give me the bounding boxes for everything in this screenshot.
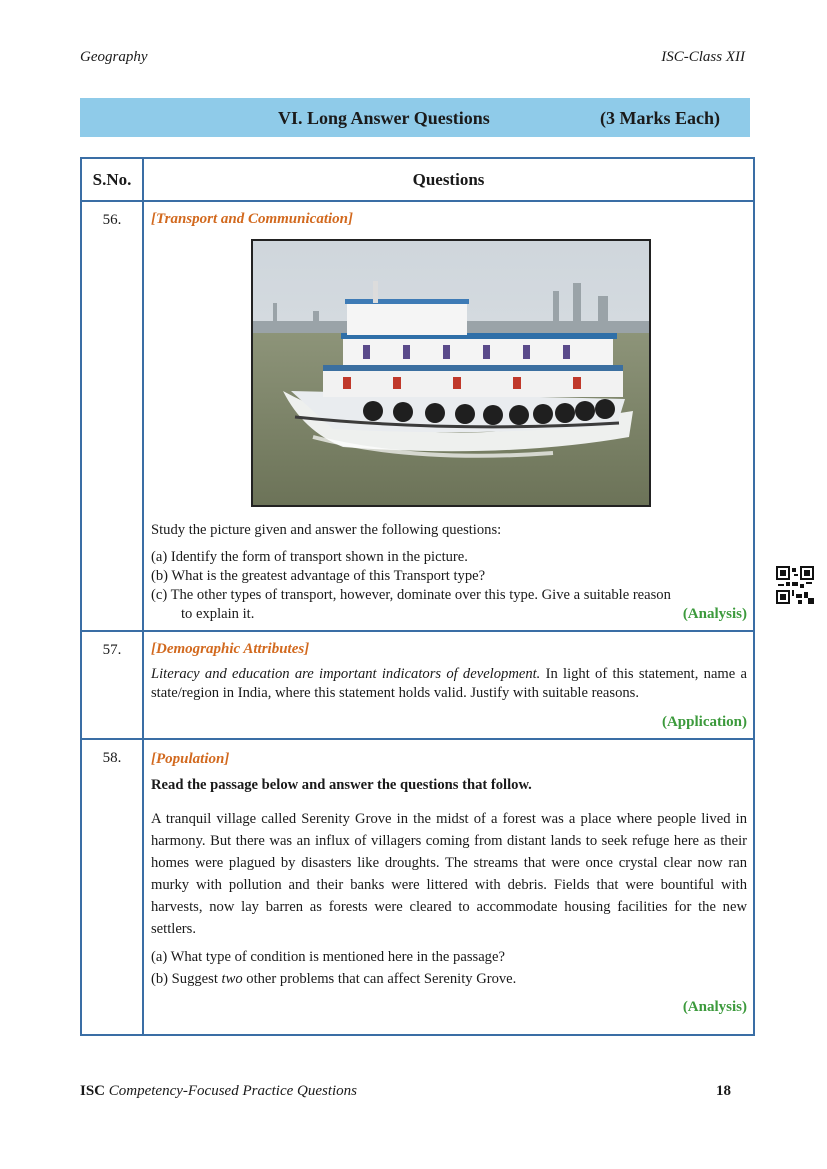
cognitive-level: (Analysis): [682, 999, 747, 1015]
q56-part-a: (a) Identify the form of transport shown in the picture.: [151, 549, 468, 565]
topic-tag: [Population]: [151, 751, 230, 767]
q58-part-a: (a) What type of condition is mentioned here in the passage?: [151, 949, 505, 965]
q58-part-b: (b) Suggest two other problems that can affect Serenity Grove.: [151, 971, 517, 987]
q57-text: In light of this statement, name a state/region in India, where this statement holds valid. Justify with suitable reasons.: [151, 666, 747, 701]
footer-brand: ISC: [80, 1083, 106, 1099]
header-class: ISC-Class XII: [661, 49, 745, 65]
ferry-boat-photo: [251, 239, 651, 507]
col-questions-header: Questions: [143, 158, 754, 201]
q56-part-c: (c) The other types of transport, however, dominate over this type. Give a suitable reason: [151, 587, 671, 603]
page-number: 18: [716, 1083, 731, 1099]
topic-tag: [Transport and Communication]: [151, 211, 353, 227]
q58-lead: Read the passage below and answer the questions that follow.: [151, 777, 532, 793]
question-number: 57.: [81, 631, 143, 739]
section-banner: [80, 98, 750, 137]
header-subject: Geography: [80, 49, 148, 65]
question-number: 58.: [81, 739, 143, 1035]
question-number: 56.: [81, 201, 143, 631]
q56-part-b: (b) What is the greatest advantage of this Transport type?: [151, 568, 486, 584]
section-title: VI. Long Answer Questions: [278, 108, 490, 128]
q56-part-c-cont: to explain it.: [181, 606, 255, 622]
question-row-58: [81, 739, 754, 1035]
question-row-56: [81, 201, 754, 631]
q56-intro: Study the picture given and answer the following questions:: [151, 522, 502, 538]
question-row-57: [81, 631, 754, 739]
footer-subtitle: Competency-Focused Practice Questions: [105, 1083, 358, 1099]
cognitive-level: (Application): [661, 714, 747, 730]
qr-code-icon[interactable]: [776, 566, 814, 604]
table-header-row: [81, 158, 754, 201]
q58-passage: A tranquil village called Serenity Grove in the midst of a forest was a place where people lived in harmony. But there was an influx of villagers coming from distant lands to seek refuge here as their homes were plagued by disasters like droughts. The streams that were once crystal clear now ran murky with pollution and their banks were littered with debris. Fields that were bountiful with harvests, now lay barren as forests were cleared to accommodate housing facilities for the new settlers.: [151, 811, 747, 937]
questions-table: [80, 157, 755, 1036]
footer-title: [80, 1083, 357, 1100]
q57-emphasis: Literacy and education are important indicators of development.: [151, 666, 541, 682]
cognitive-level: (Analysis): [682, 606, 747, 622]
section-marks: (3 Marks Each): [600, 108, 720, 128]
topic-tag: [Demographic Attributes]: [151, 641, 310, 657]
col-sno-header: S.No.: [81, 158, 143, 201]
